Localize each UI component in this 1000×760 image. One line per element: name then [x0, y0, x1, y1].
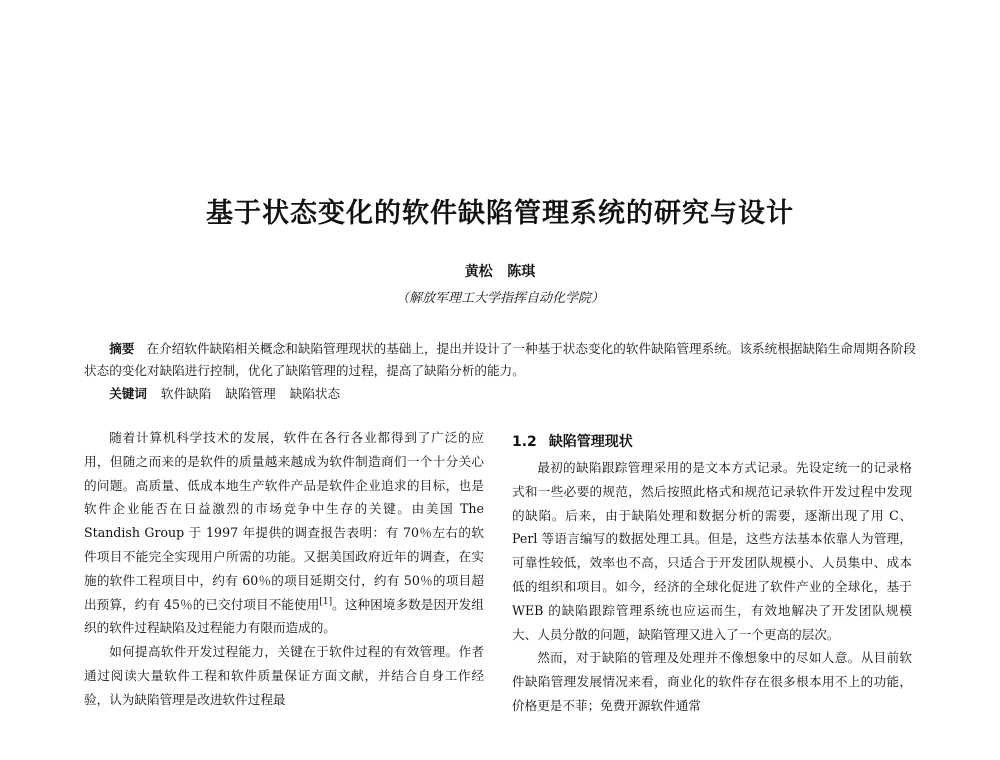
intro-paragraph-1: [84, 426, 484, 640]
section-title: 缺陷管理现状: [548, 434, 633, 450]
intro-paragraph-1-text: 随着计算机科学技术的发展，软件在各行各业都得到了广泛的应用，但随之而来的是软件的质量越来越成为软件制造商们一个十分关心的问题。高质量、低成本地生产软件产品是软件企业追求的目标，也是软件企业能否在日益激烈的市场竞争中生存的关键。由美国 The Standish Group 于 1997 年提供的调查报告表明：有 70％左右的软件项目不能完全实现用户所需的功能。又据美国政府近年的调查，在实施的软件工程项目中，约有 60％的项目延期交付，约有 50％的项目超出预算，约有 45％的已交付项目不能使用: [84, 430, 484, 612]
paper-authors: 黄松 陈琪: [464, 264, 536, 280]
keyword: 缺陷状态: [289, 386, 341, 401]
section-paragraph-2: 然而，对于缺陷的管理及处理并不像想象中的尽如人意。从目前软件缺陷管理发展情况来看，商业化的软件存在很多根本用不上的功能，价格更是不菲；免费开源软件通常: [512, 650, 912, 713]
intro-paragraph-1-tail: 。这种困境多数是因开发组织的软件过程缺陷及过程能力有限而造成的。: [84, 596, 485, 636]
abstract-label: 摘要: [109, 341, 135, 356]
right-column: [512, 426, 912, 718]
section-heading: [512, 430, 912, 454]
keywords-label: 关键词: [109, 386, 147, 401]
intro-paragraph-2: 如何提高软件开发过程能力，关键在于软件过程的有效管理。作者通过阅读大量软件工程和软件质量保证方面文献，并结合自身工作经验，认为缺陷管理是改进软件过程最: [84, 644, 484, 707]
section-number: 1.2: [512, 434, 537, 450]
keyword: 缺陷管理: [225, 386, 276, 401]
citation-ref: [1]: [319, 596, 333, 607]
left-column: [84, 426, 484, 712]
keywords: [84, 383, 916, 405]
section-paragraph-1: 最初的缺陷跟踪管理采用的是文本方式记录。先设定统一的记录格式和一些必要的规范，然后按照此格式和规范记录软件开发过程中发现的缺陷。后来，由于缺陷处理和数据分析的需要，逐渐出现了用 C、Perl 等语言编写的数据处理工具。但是，这些方法基本依靠人为管理，可靠性较低，效率也不高，只适合于开发团队规模小、人员集中、成本低的组织和项目。如今，经济的全球化促进了软件产业的全球化，基于 WEB 的缺陷跟踪管理系统也应运而生，有效地解决了开发团队规模大、人员分散的问题，缺陷管理又进入了一个更高的层次。: [512, 460, 912, 642]
paper-title: 基于状态变化的软件缺陷管理系统的研究与设计: [206, 198, 794, 229]
abstract-text: 在介绍软件缺陷相关概念和缺陷管理现状的基础上，提出并设计了一种基于状态变化的软件缺陷管理系统。该系统根据缺陷生命周期各阶段状态的变化对缺陷进行控制，优化了缺陷管理的过程，提高了缺陷分析的能力。: [84, 341, 917, 378]
author-affiliation: （解放军理工大学指挥自动化学院）: [395, 291, 604, 306]
abstract: [84, 338, 916, 382]
keyword: 软件缺陷: [160, 386, 212, 401]
